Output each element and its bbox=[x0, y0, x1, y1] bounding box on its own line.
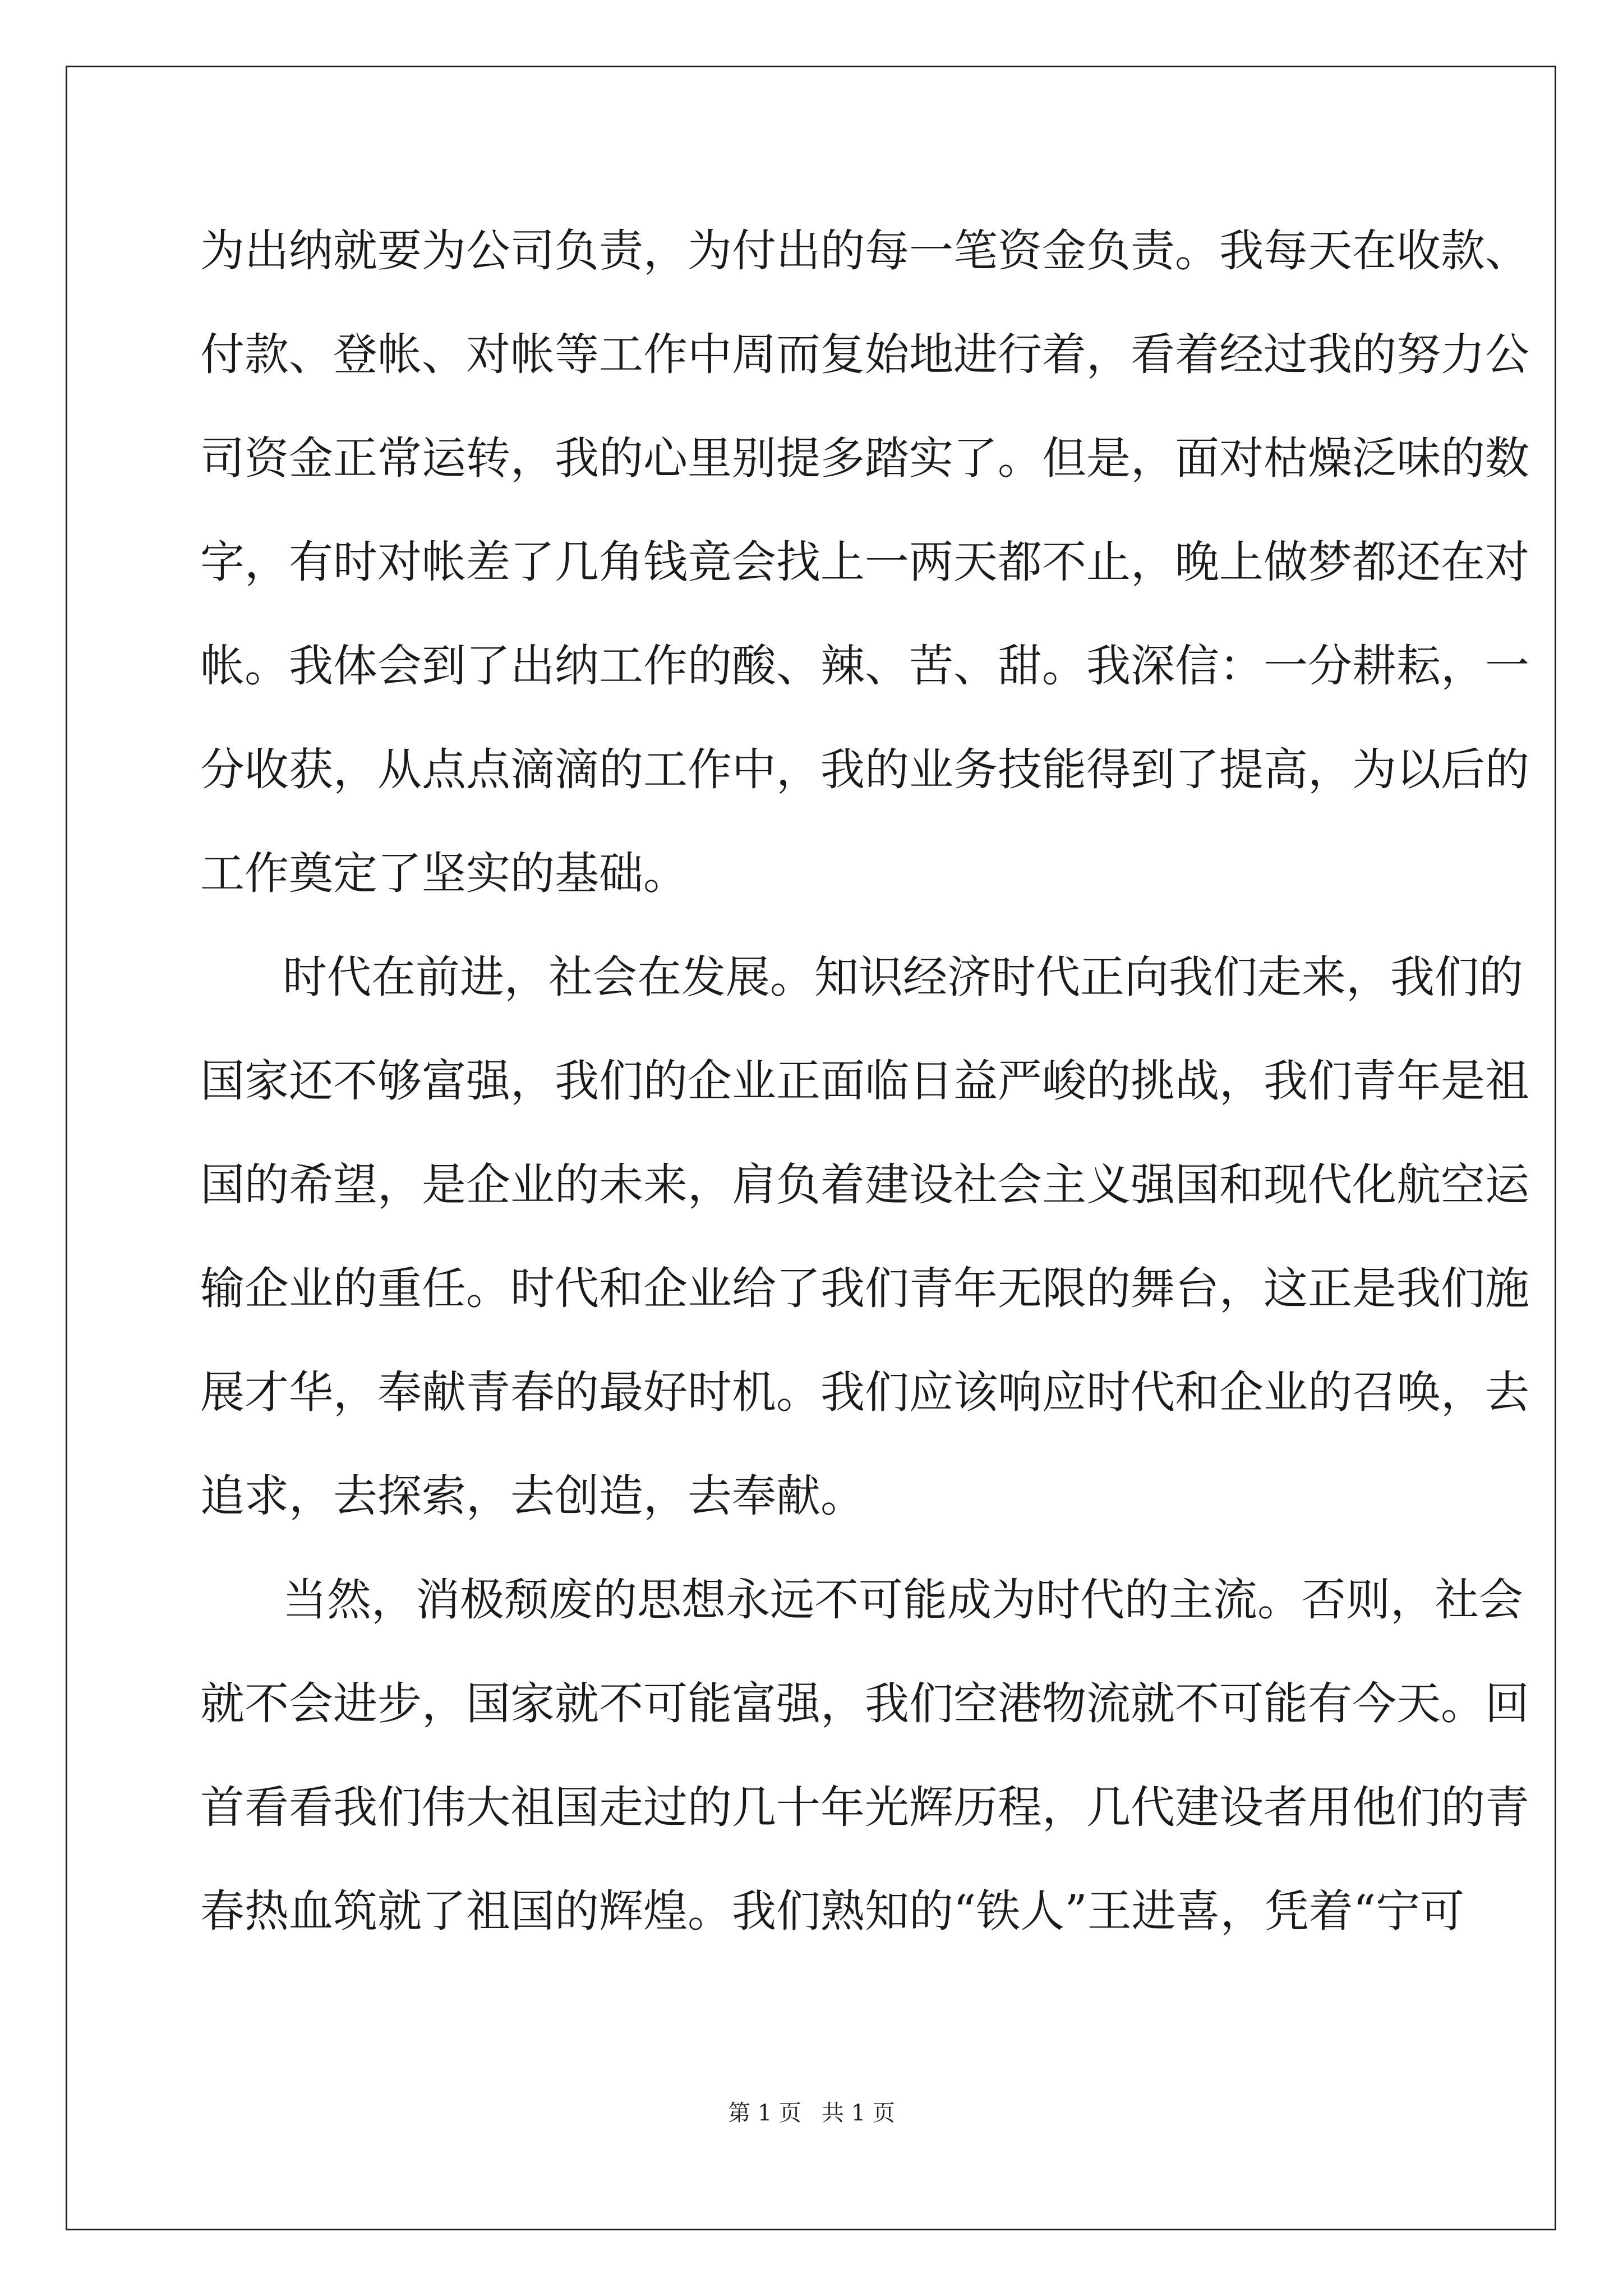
text-line: 展才华，奉献青春的最好时机。我们应该响应时代和企业的召唤，去 bbox=[200, 1366, 1529, 1418]
page-total: 共 1 页 bbox=[822, 2100, 895, 2126]
text-line: 当然，消极颓废的思想永远不可能成为时代的主流。否则，社会 bbox=[283, 1574, 1523, 1626]
text-line: 国家还不够富强，我们的企业正面临日益严峻的挑战，我们青年是祖 bbox=[200, 1055, 1529, 1107]
text-line: 时代在前进，社会在发展。知识经济时代正向我们走来，我们的 bbox=[283, 951, 1523, 1003]
text-line: 司资金正常运转，我的心里别提多踏实了。但是，面对枯燥泛味的数 bbox=[200, 432, 1529, 484]
text-line: 春热血筑就了祖国的辉煌。我们熟知的“铁人”王进喜，凭着“宁可 bbox=[200, 1885, 1465, 1937]
text-line: 为出纳就要为公司负责，为付出的每一笔资金负责。我每天在收款、 bbox=[200, 225, 1529, 277]
text-line: 就不会进步，国家就不可能富强，我们空港物流就不可能有今天。回 bbox=[200, 1678, 1529, 1729]
text-line: 付款、登帐、对帐等工作中周而复始地进行着，看着经过我的努力公 bbox=[200, 329, 1529, 380]
text-line: 帐。我体会到了出纳工作的酸、辣、苦、甜。我深信：一分耕耘，一 bbox=[200, 640, 1529, 692]
paragraph-3 bbox=[200, 1548, 1529, 1963]
paragraph-1 bbox=[200, 199, 1529, 926]
text-line: 字，有时对帐差了几角钱竟会找上一两天都不止，晚上做梦都还在对 bbox=[200, 536, 1529, 588]
text-line: 国的希望，是企业的未来，肩负着建设社会主义强国和现代化航空运 bbox=[200, 1159, 1529, 1211]
paragraph-2 bbox=[200, 926, 1529, 1548]
page-number: 第 1 页 bbox=[728, 2100, 801, 2126]
page-footer bbox=[0, 2099, 1623, 2127]
text-line: 输企业的重任。时代和企业给了我们青年无限的舞台，这正是我们施 bbox=[200, 1263, 1529, 1314]
text-line: 工作奠定了坚实的基础。 bbox=[200, 848, 688, 899]
document-body bbox=[200, 199, 1529, 1963]
text-line: 首看看我们伟大祖国走过的几十年光辉历程，几代建设者用他们的青 bbox=[200, 1782, 1529, 1833]
text-line: 分收获，从点点滴滴的工作中，我的业务技能得到了提高，为以后的 bbox=[200, 744, 1529, 795]
text-line: 追求，去探索，去创造，去奉献。 bbox=[200, 1470, 865, 1522]
